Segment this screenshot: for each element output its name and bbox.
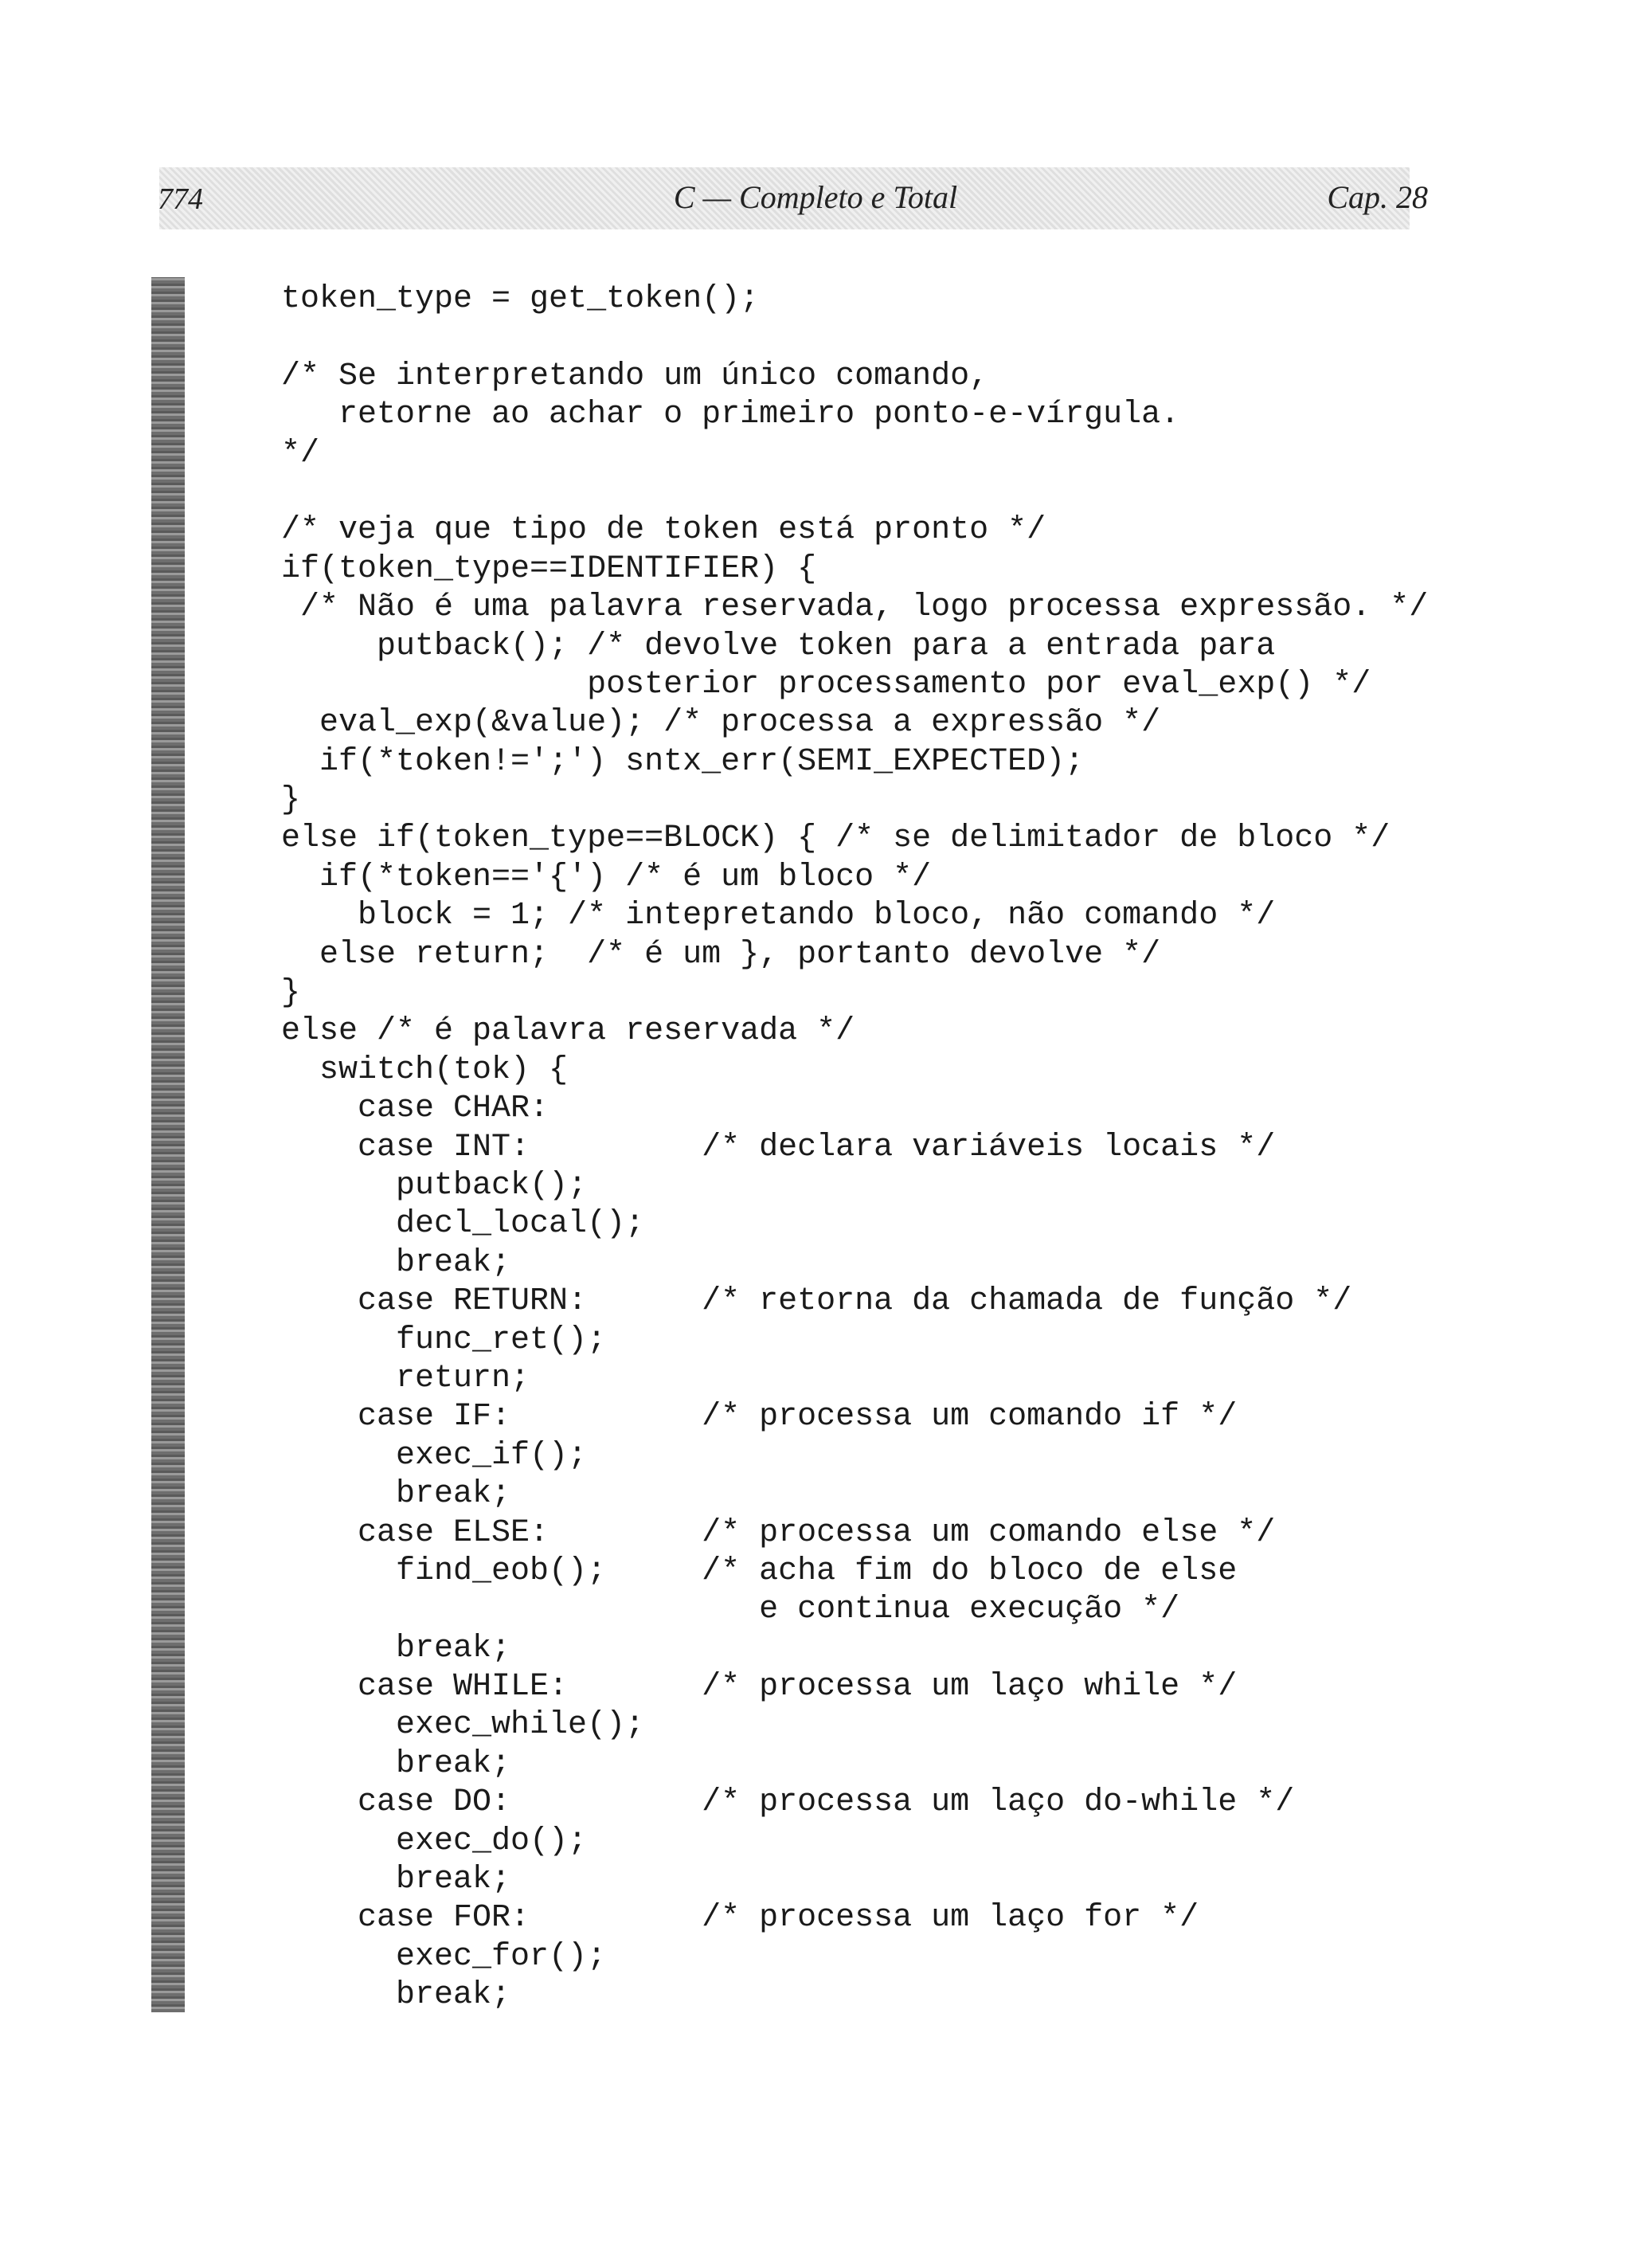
code-line: } <box>281 782 301 819</box>
code-line: e continua execução */ <box>281 1592 1180 1628</box>
code-line: if(*token!=';') sntx_err(SEMI_EXPECTED); <box>281 743 1085 780</box>
code-line: exec_do(); <box>281 1823 588 1859</box>
code-line: break; <box>281 1476 511 1513</box>
code-line: else /* é palavra reservada */ <box>281 1013 855 1050</box>
code-line: case WHILE: /* processa um laço while */ <box>281 1669 1238 1706</box>
code-line: case RETURN: /* retorna da chamada de função */ <box>281 1283 1352 1320</box>
code-line: switch(tok) { <box>281 1052 569 1088</box>
code-line: else return; /* é um }, portanto devolve */ <box>281 936 1161 973</box>
code-line: return; <box>281 1360 530 1396</box>
code-line: retorne ao achar o primeiro ponto-e-vírgula. <box>281 397 1180 433</box>
code-line: /* Não é uma palavra reservada, logo processa expressão. */ <box>281 590 1429 626</box>
code-line: exec_for(); <box>281 1938 607 1975</box>
code-line: func_ret(); <box>281 1322 607 1358</box>
code-line: exec_while(); <box>281 1707 645 1744</box>
code-line: decl_local(); <box>281 1206 645 1243</box>
code-line: break; <box>281 1630 511 1667</box>
code-line: if(*token=='{') /* é um bloco */ <box>281 859 932 895</box>
code-line: break; <box>281 1862 511 1898</box>
code-line: else if(token_type==BLOCK) { /* se delimitador de bloco */ <box>281 821 1390 857</box>
code-listing <box>281 280 1428 2015</box>
chapter-label: Cap. 28 <box>1327 179 1428 215</box>
page-number: 774 <box>158 182 203 216</box>
code-line: case ELSE: /* processa um comando else */ <box>281 1514 1276 1551</box>
code-line: case IF: /* processa um comando if */ <box>281 1399 1238 1436</box>
code-line: */ <box>281 435 320 472</box>
code-line: } <box>281 975 301 1012</box>
code-line <box>281 319 1428 357</box>
code-line: putback(); <box>281 1167 588 1204</box>
code-line: case FOR: /* processa um laço for */ <box>281 1900 1199 1937</box>
code-line: case CHAR: <box>281 1091 550 1127</box>
code-line <box>281 473 1428 511</box>
side-bar <box>151 277 185 2012</box>
code-line: case INT: /* declara variáveis locais */ <box>281 1129 1276 1165</box>
code-line: token_type = get_token(); <box>281 281 760 317</box>
code-line: eval_exp(&value); /* processa a expressão */ <box>281 705 1161 742</box>
code-line: case DO: /* processa um laço do-while */ <box>281 1784 1295 1821</box>
code-line: find_eob(); /* acha fim do bloco de else <box>281 1553 1238 1589</box>
code-line: /* Se interpretando um único comando, <box>281 358 989 394</box>
code-line: break; <box>281 1745 511 1782</box>
running-title: C — Completo e Total <box>673 179 958 215</box>
code-line: break; <box>281 1244 511 1281</box>
code-line: block = 1; /* intepretando bloco, não comando */ <box>281 898 1276 934</box>
code-line: if(token_type==IDENTIFIER) { <box>281 550 817 587</box>
code-line: putback(); /* devolve token para a entrada para <box>281 628 1276 664</box>
code-line: /* veja que tipo de token está pronto */ <box>281 512 1046 549</box>
code-line: break; <box>281 1977 511 2014</box>
code-line: posterior processamento por eval_exp() */ <box>281 666 1371 703</box>
code-line: exec_if(); <box>281 1437 588 1474</box>
